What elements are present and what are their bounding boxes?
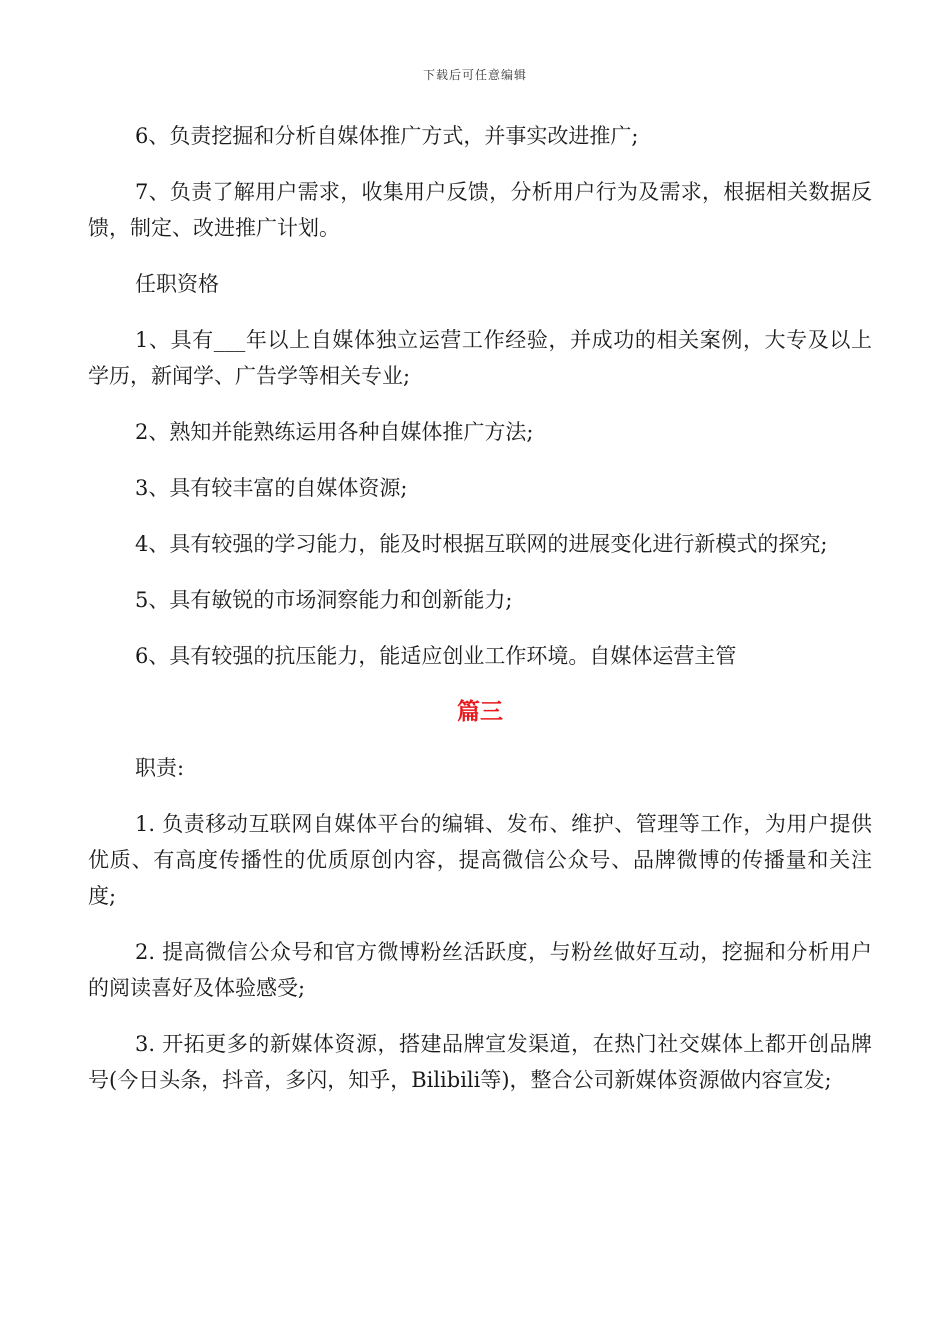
duties-heading: 职责: — [135, 756, 185, 780]
qualifications-heading: 任职资格 — [135, 272, 219, 296]
qualification-item-4: 4、具有较强的学习能力，能及时根据互联网的进展变化进行新模式的探究; — [135, 532, 828, 556]
page-header: 下载后可任意编辑 — [422, 68, 527, 82]
section3-item-3: 3. 开拓更多的新媒体资源，搭建品牌宣发渠道，在热门社交媒体上都开创品牌号(今日头条，抖音，多闪，知乎，Bilibili等)，整合公司新媒体资源做内容宣发; — [88, 1032, 872, 1092]
section3-item-1: 1. 负责移动互联网自媒体平台的编辑、发布、维护、管理等工作，为用户提供优质、有高度传播性的优质原创内容，提高微信公众号、品牌微博的传播量和关注度; — [88, 812, 872, 908]
duty-item-6: 6、负责挖掘和分析自媒体推广方式，并事实改进推广; — [135, 124, 639, 148]
document-body — [88, 118, 872, 1118]
section-title: 篇三 — [457, 699, 503, 725]
qualification-item-2: 2、熟知并能熟练运用各种自媒体推广方法; — [135, 420, 534, 444]
qualification-item-1: 1、具有___年以上自媒体独立运营工作经验，并成功的相关案例，大专及以上学历，新闻学、广告学等相关专业; — [88, 328, 872, 388]
qualification-item-3: 3、具有较丰富的自媒体资源; — [135, 476, 408, 500]
duty-item-7: 7、负责了解用户需求，收集用户反馈，分析用户行为及需求，根据相关数据反馈，制定、改进推广计划。 — [88, 180, 872, 240]
section3-item-2: 2. 提高微信公众号和官方微博粉丝活跃度，与粉丝做好互动，挖掘和分析用户的阅读喜好及体验感受; — [88, 940, 872, 1000]
qualification-item-6: 6、具有较强的抗压能力，能适应创业工作环境。自媒体运营主管 — [135, 644, 737, 668]
qualification-item-5: 5、具有敏锐的市场洞察能力和创新能力; — [135, 588, 513, 612]
